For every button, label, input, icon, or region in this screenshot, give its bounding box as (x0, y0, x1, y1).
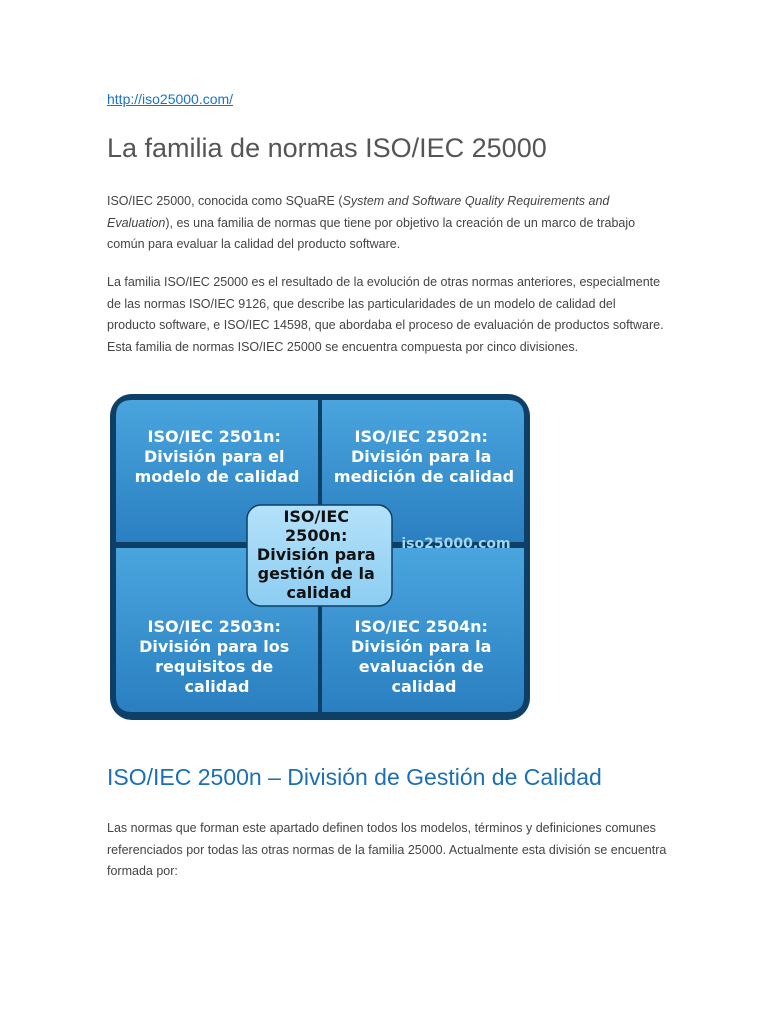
tile-2501n-line: División para el (143, 447, 285, 466)
intro-text-start: ISO/IEC 25000, conocida como SQuaRE ( (107, 194, 343, 208)
center-line: ISO/IEC (283, 507, 349, 526)
tile-2504n-line: calidad (391, 677, 457, 696)
tile-2502n-line: División para la (350, 447, 492, 466)
tile-2503n-line: calidad (184, 677, 250, 696)
tile-2501n-line: ISO/IEC 2501n: (147, 427, 281, 446)
center-line: División para (256, 545, 376, 564)
tile-2501n-line: modelo de calidad (134, 467, 300, 486)
intro-paragraph (107, 191, 667, 256)
iso-divisions-diagram (108, 392, 532, 724)
history-paragraph: La familia ISO/IEC 25000 es el resultado de la evolución de otras normas anteriores, especialmente de las normas ISO/IEC 9126, que describe las particularidades de un modelo de calidad del producto software, e ISO/IEC 14598, que abordaba el proceso de evaluación de productos software. Esta familia de normas ISO/IEC 25000 se encuentra compuesta por cinco divisiones. (107, 275, 664, 354)
intro-text-end: ), es una familia de normas que tiene por objetivo la creación de un marco de trabajo común para evaluar la calidad del producto software. (107, 215, 636, 251)
tile-2504n-line: División para la (350, 637, 492, 656)
center-line: gestión de la (257, 564, 375, 583)
section-paragraph: Las normas que forman este apartado definen todos los modelos, términos y definiciones comunes referenciados por todas las otras normas de la familia 25000. Actualmente esta división se encuentra formada por: (107, 821, 667, 878)
tile-2502n-line: medición de calidad (333, 467, 515, 486)
diagram-svg (108, 392, 532, 724)
tile-2504n-line: ISO/IEC 2504n: (354, 617, 488, 636)
source-link[interactable]: http://iso25000.com/ (107, 91, 234, 107)
watermark: iso25000.com (401, 536, 511, 552)
tile-2503n-line: requisitos de (155, 657, 274, 676)
center-line: calidad (286, 583, 352, 602)
page-title: La familia de normas ISO/IEC 25000 (107, 133, 547, 163)
tile-2502n-line: ISO/IEC 2502n: (354, 427, 488, 446)
tile-2504n-line: evaluación de (358, 657, 484, 676)
tile-2501n-label (135, 427, 300, 486)
intro-text-italic: System and Software Quality Requirements and Evaluation (107, 194, 610, 230)
tile-2503n-line: ISO/IEC 2503n: (147, 617, 281, 636)
tile-2502n-label (334, 427, 514, 486)
section-heading: ISO/IEC 2500n – División de Gestión de Calidad (107, 764, 602, 790)
tile-2503n-line: División para los (139, 637, 290, 656)
center-line: 2500n: (285, 526, 348, 545)
